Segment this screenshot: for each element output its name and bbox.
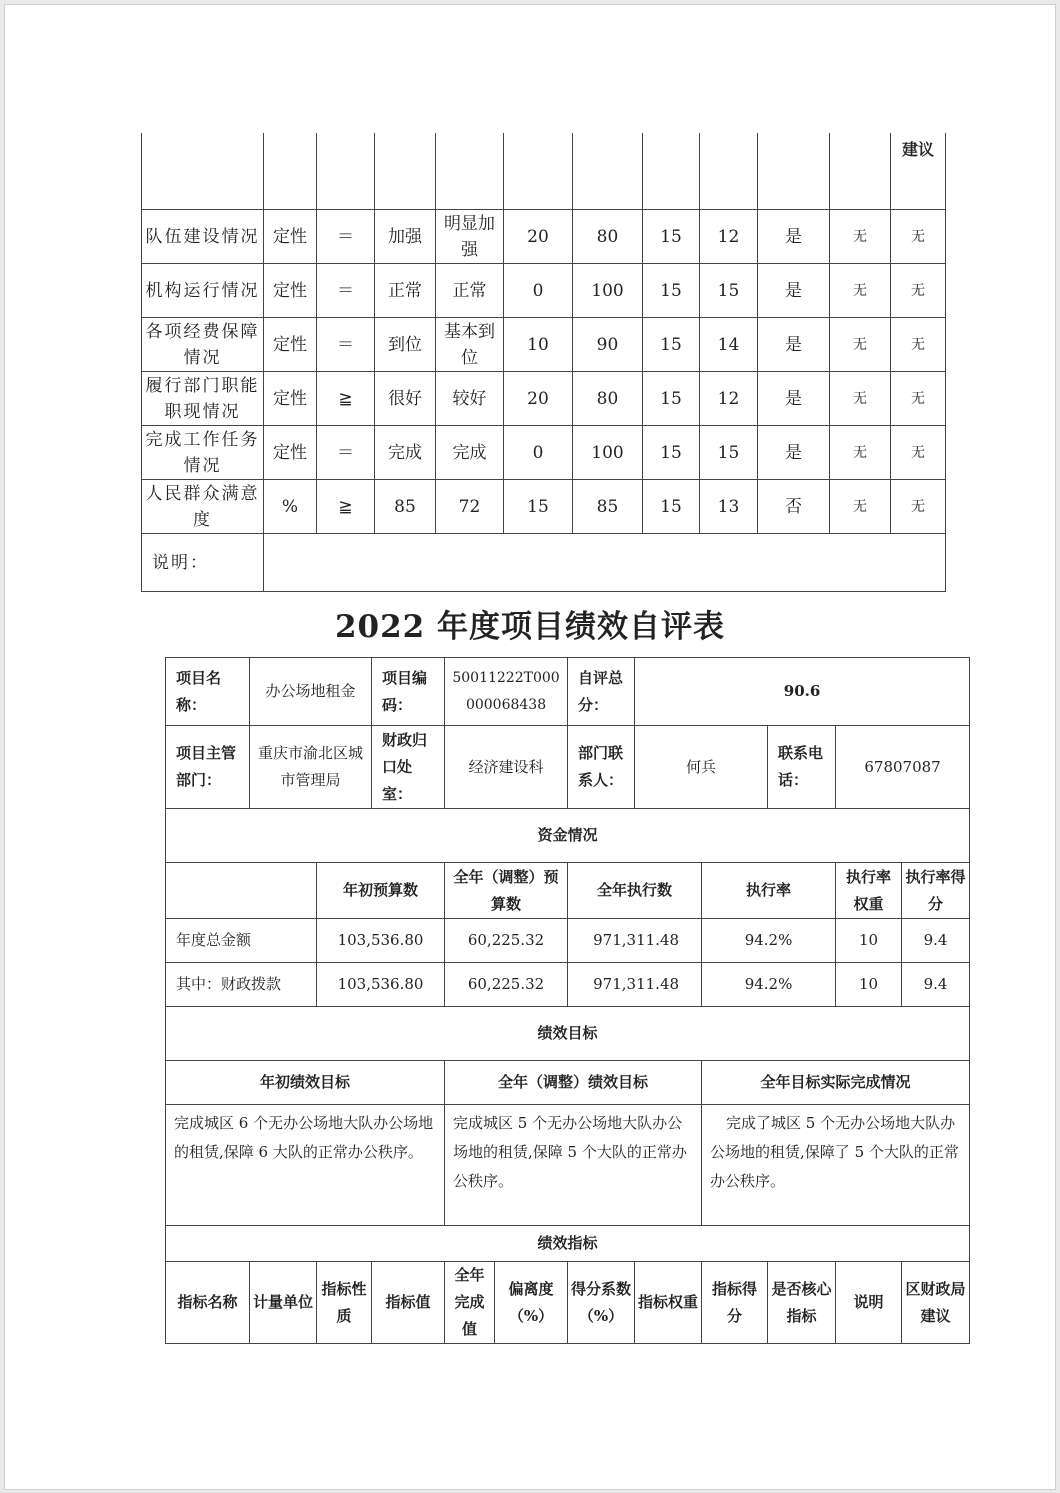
indicator-unit: 定性 <box>264 372 317 426</box>
indicator-name: 人民群众满意度 <box>142 480 264 534</box>
header-row-tail <box>142 133 946 210</box>
note-content <box>264 534 946 592</box>
indicator-advice: 无 <box>891 264 946 318</box>
funds-header: 年初预算数 <box>317 863 445 919</box>
indicator-coef: 100 <box>573 426 643 480</box>
goals-header: 年初绩效目标 <box>166 1061 445 1105</box>
indicator-coef: 90 <box>573 318 643 372</box>
indicator-actual: 72 <box>436 480 504 534</box>
indicator-column-header: 指标得分 <box>702 1262 768 1344</box>
indicator-row <box>142 480 946 534</box>
indicator-score: 13 <box>700 480 758 534</box>
indicator-deviation: 10 <box>504 318 573 372</box>
phone-value: 67807087 <box>836 726 970 809</box>
goals-header: 全年（调整）绩效目标 <box>445 1061 702 1105</box>
office-value: 经济建设科 <box>445 726 568 809</box>
indicator-note: 无 <box>830 372 891 426</box>
indicator-weight: 15 <box>643 210 700 264</box>
indicator-coef: 80 <box>573 372 643 426</box>
goals-header: 全年目标实际完成情况 <box>702 1061 970 1105</box>
indicator-weight: 15 <box>643 372 700 426</box>
indicator-deviation: 20 <box>504 210 573 264</box>
indicator-unit: 定性 <box>264 210 317 264</box>
indicator-op: ＝ <box>317 264 375 318</box>
advice-header: 建议 <box>891 133 946 210</box>
indicator-advice: 无 <box>891 372 946 426</box>
project-self-evaluation-table <box>165 657 970 1344</box>
actual-completion: 完成了城区 5 个无办公场地大队办公场地的租赁,保障了 5 个大队的正常办公秩序。 <box>702 1105 970 1226</box>
indicator-core: 否 <box>758 480 830 534</box>
indicator-target: 正常 <box>375 264 436 318</box>
indicator-op: ＝ <box>317 318 375 372</box>
indicator-target: 到位 <box>375 318 436 372</box>
indicator-op: ＝ <box>317 210 375 264</box>
document-title: 2022 年度项目绩效自评表 <box>334 609 726 645</box>
indicator-deviation: 0 <box>504 264 573 318</box>
project-code-label: 项目编码： <box>372 658 445 726</box>
indicator-score: 14 <box>700 318 758 372</box>
indicator-table-continued <box>141 133 946 592</box>
indicator-note: 无 <box>830 264 891 318</box>
indicator-core: 是 <box>758 210 830 264</box>
indicator-core: 是 <box>758 372 830 426</box>
funds-row: 其中：财政拨款 103,536.80 60,225.32 971,311.48 94.2% 10 9.4 <box>166 963 970 1007</box>
indicator-name: 履行部门职能职现情况 <box>142 372 264 426</box>
indicator-op: ≧ <box>317 480 375 534</box>
indicator-column-header: 是否核心指标 <box>768 1262 836 1344</box>
indicators-section-title: 绩效指标 <box>166 1226 970 1262</box>
goals-section-title: 绩效目标 <box>166 1007 970 1061</box>
indicator-core: 是 <box>758 318 830 372</box>
dept-label: 项目主管部门： <box>166 726 250 809</box>
indicator-actual: 基本到位 <box>436 318 504 372</box>
indicator-row <box>142 426 946 480</box>
indicator-weight: 15 <box>643 480 700 534</box>
project-name-label: 项目名称： <box>166 658 250 726</box>
total-score: 90.6 <box>635 658 970 726</box>
indicator-actual: 完成 <box>436 426 504 480</box>
dept-value: 重庆市渝北区城市管理局 <box>250 726 372 809</box>
funds-header: 全年（调整）预算数 <box>445 863 568 919</box>
project-name: 办公场地租金 <box>250 658 372 726</box>
indicator-column-header: 说明 <box>836 1262 902 1344</box>
funds-header: 执行率得分 <box>902 863 970 919</box>
indicator-row <box>142 372 946 426</box>
funds-header: 全年执行数 <box>568 863 702 919</box>
indicator-name: 各项经费保障情况 <box>142 318 264 372</box>
indicator-score: 12 <box>700 210 758 264</box>
indicator-score: 15 <box>700 264 758 318</box>
indicator-target: 85 <box>375 480 436 534</box>
indicator-column-header: 计量单位 <box>250 1262 317 1344</box>
indicator-advice: 无 <box>891 210 946 264</box>
indicator-unit: 定性 <box>264 264 317 318</box>
indicator-row <box>142 318 946 372</box>
indicator-column-header: 全年完成值 <box>445 1262 495 1344</box>
indicator-weight: 15 <box>643 426 700 480</box>
indicator-target: 加强 <box>375 210 436 264</box>
indicator-note: 无 <box>830 318 891 372</box>
indicator-score: 15 <box>700 426 758 480</box>
indicator-name: 机构运行情况 <box>142 264 264 318</box>
funds-section-title: 资金情况 <box>166 809 970 863</box>
indicator-core: 是 <box>758 264 830 318</box>
indicator-actual: 正常 <box>436 264 504 318</box>
contact-label: 部门联系人： <box>568 726 635 809</box>
indicator-core: 是 <box>758 426 830 480</box>
indicator-column-header: 指标性质 <box>317 1262 372 1344</box>
funds-row: 年度总金额 103,536.80 60,225.32 971,311.48 94.2% 10 9.4 <box>166 919 970 963</box>
indicator-op: ＝ <box>317 426 375 480</box>
indicator-score: 12 <box>700 372 758 426</box>
phone-label: 联系电话： <box>768 726 836 809</box>
total-score-label: 自评总分： <box>568 658 635 726</box>
goals-section-row <box>166 1007 970 1061</box>
indicator-deviation: 20 <box>504 372 573 426</box>
indicator-op: ≧ <box>317 372 375 426</box>
indicator-name: 队伍建设情况 <box>142 210 264 264</box>
indicators-header-row <box>166 1262 970 1344</box>
project-info-row <box>166 658 970 726</box>
funds-header: 执行率 <box>702 863 836 919</box>
goals-content-row <box>166 1105 970 1226</box>
funds-header-row <box>166 863 970 919</box>
indicator-deviation: 0 <box>504 426 573 480</box>
indicator-row <box>142 210 946 264</box>
indicator-weight: 15 <box>643 264 700 318</box>
indicator-coef: 85 <box>573 480 643 534</box>
indicator-note: 无 <box>830 210 891 264</box>
indicator-advice: 无 <box>891 426 946 480</box>
note-row <box>142 534 946 592</box>
indicator-coef: 80 <box>573 210 643 264</box>
indicator-note: 无 <box>830 480 891 534</box>
initial-goal: 完成城区 6 个无办公场地大队办公场地的租赁,保障 6 大队的正常办公秩序。 <box>166 1105 445 1226</box>
note-label: 说明： <box>142 534 264 592</box>
document-page <box>4 4 1056 1490</box>
indicator-target: 很好 <box>375 372 436 426</box>
indicator-unit: 定性 <box>264 318 317 372</box>
funds-section-row <box>166 809 970 863</box>
indicator-unit: 定性 <box>264 426 317 480</box>
indicator-target: 完成 <box>375 426 436 480</box>
indicator-note: 无 <box>830 426 891 480</box>
indicators-section-row <box>166 1226 970 1262</box>
office-label: 财政归口处室： <box>372 726 445 809</box>
indicator-advice: 无 <box>891 318 946 372</box>
adjusted-goal: 完成城区 5 个无办公场地大队办公场地的租赁,保障 5 个大队的正常办公秩序。 <box>445 1105 702 1226</box>
goals-header-row <box>166 1061 970 1105</box>
project-code: 50011222T000000068438 <box>445 658 568 726</box>
funds-header: 执行率权重 <box>836 863 902 919</box>
indicator-column-header: 指标值 <box>372 1262 445 1344</box>
indicator-weight: 15 <box>643 318 700 372</box>
indicator-coef: 100 <box>573 264 643 318</box>
indicator-row <box>142 264 946 318</box>
indicator-column-header: 得分系数（%） <box>568 1262 635 1344</box>
indicator-advice: 无 <box>891 480 946 534</box>
indicator-name: 完成工作任务情况 <box>142 426 264 480</box>
indicator-column-header: 指标名称 <box>166 1262 250 1344</box>
indicator-column-header: 偏离度（%） <box>495 1262 568 1344</box>
indicator-actual: 明显加强 <box>436 210 504 264</box>
indicator-column-header: 指标权重 <box>635 1262 702 1344</box>
department-row <box>166 726 970 809</box>
indicator-actual: 较好 <box>436 372 504 426</box>
indicator-column-header: 区财政局建议 <box>902 1262 970 1344</box>
indicator-unit: % <box>264 480 317 534</box>
indicator-deviation: 15 <box>504 480 573 534</box>
contact-value: 何兵 <box>635 726 768 809</box>
